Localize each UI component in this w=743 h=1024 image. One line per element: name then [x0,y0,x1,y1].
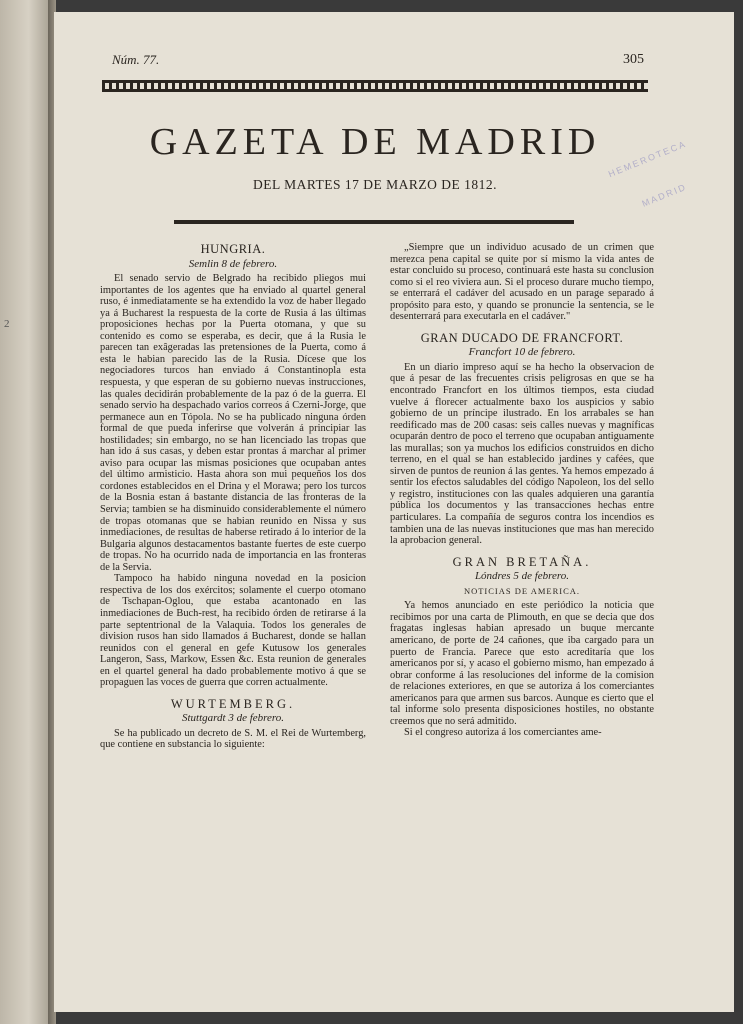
paragraph: „Siempre que un individuo acusado de un crimen que merezca pena capital se quite por sí mismo la vida antes de estar concluido su proceso, continuará este hasta su conclusion como si el reo viviera aun. Si el proceso durare mucho tiempo, se enterrará el cadáver del acusado en un parage separado á propósito para esto, y quando se pronuncie la sentencia, se le desenterrará para executarla en el cadáver." [390,242,654,323]
paragraph: El senado servio de Belgrado ha recibido pliegos mui importantes de los agentes que ha enviado al quartel general ruso, é inmediatamente se ha extendido la voz de haber llegado ya á Bucharest la respuesta de la corte de Rusia á las últimas proposiciones hechas por la Puerta otomana, y que su contenido es como se esperaba, es decir, que á la Rusia le parecen tan exâgeradas las pretensiones de la Puerta, como á esta le habian parecido las de la Rusia. Dícese que los negociadores turcos han enviado á Constantinopla esta respuesta, y que esperan de su gobierno nuevas instrucciones, las quales decidirán probablemente de la paz ó de la guerra. El senado servio ha despachado varios correos á Czerni-Jorge, que permanece aun en Tópola. No se ha publicado ninguna órden formal de que pueda inferirse que volverán á principiar las hostilidades; sin embargo, no se han licenciado las tropas que han ido á sus casas, y deben estar prontas á marchar al primer aviso para ocupar las mismas posiciones que ocupaban antes del último armisticio. Hasta ahora son mui pequeños los dos cordones establecidos en el Drina y el Morawa; pero los turcos de la Bosnia estan á bastante distancia de las fronteras de la Servia; tambien se ha disminuido considerablemente el número de tropas otomanas que se habian reunido en Nissa y sus inmediaciones, de resultas de haberse retirado á lo interior de la Bulgaria algunos destacamentos bastante fuertes de este cuerpo de tropas. No ha ocurrido nada de importancia en las fronteras de la Servia. [100,273,366,573]
section-title-wurtemberg: WURTEMBERG. [170,696,296,711]
right-column [390,242,654,739]
issue-date: DEL MARTES 17 DE MARZO DE 1812. [252,177,498,192]
stamp-line-1: HEMEROTECA [606,138,689,180]
paragraph: Tampoco ha habido ninguna novedad en la posicion respectiva de los dos exércitos; solamente el cuerpo otomano de Tschapan-Oglou, que estaba acantonado en las inmediaciones de Buch-rest, ha recibido órden de retirarse á la parte septentrional de la Valaquia. Todos los generales de division rusos han sido llamados á Bucharest, donde se hallan reunidos con el general en gefe Kutusow los generales Langeron, Sass, Markow, Essen &c. Esta reunion de generales en el quartel general ha dado probablemente motivo á que se propaguen las voces de guerra que corren actualmente. [100,573,366,689]
paragraph: En un diario impreso aquí se ha hecho la observacion de que á pesar de las frecuentes crisis peligrosas en que se ha encontrado Francfort en los últimos tiempos, esta ciudad vuelve á florecer actualmente baxo los auspicios y sabio gobierno de un príncipe ilustrado. En los arrabales se han reedificado mas de 200 casas: seis calles nuevas y magníficas ocuparán dentro de poco el terreno que ocupaban antiguamente las murallas; son ya muchos los edificios construidos en dicho terreno, en el qual se han establecido jardines y cafées, que sirven de puntos de reunion á las gentes. Ya hemos empezado á sentir los efectos saludables del código Napoleon, los del sello y registro, instituciones con las quales adquieren una garantía pública los documentos y las transacciones hechas entre particulares. La compañía de seguros contra los incendios es tambien una de las nuevas instituciones que mas han merecido la aprobacion general. [390,361,654,547]
section-date-francfort: Francfort 10 de febrero. [468,346,576,359]
section-title-hungria: HUNGRIA. [200,242,266,256]
left-column [100,242,366,751]
section-title-gran-bretana: GRAN BRETAÑA. [452,554,592,569]
stamp-line-2: MADRID [640,181,689,209]
paragraph: Se ha publicado un decreto de S. M. el Rei de Wurtemberg, que contiene en substancia lo siguiente: [100,727,366,751]
section-subtitle-america: NOTICIAS DE AMERICA. [463,585,581,596]
section-date-gran-bretana: Lóndres 5 de febrero. [474,570,570,583]
paragraph: Ya hemos anunciado en este periódico la noticia que recibimos por una carta de Plimouth, en que se decia que dos fragatas inglesas habian apresado un buque mercante americano, de porte de 24 cañones, que iba cargado para un puerto de Francia. Parece que esto acreditaría que los americanos por sí, y acaso el gobierno mismo, han empezado á obrar conforme á las resoluciones del informe de la comision de relaciones exteriores, en que se autoriza á los comerciantes americanos para que armen sus barcos. Aunque es cierto que el tal informe solo presenta disposiciones hostiles, no obstante creemos que no será admitido. [390,600,654,727]
issue-number: Núm. 77. [112,52,160,67]
page-number: 305 [623,52,644,67]
divider-rule [174,220,574,224]
margin-mark: 2 [4,318,10,330]
section-title-francfort: GRAN DUCADO DE FRANCFORT. [420,330,624,345]
section-date-wurtemberg: Stuttgardt 3 de febrero. [181,712,285,725]
ornamental-rule [102,80,648,92]
newspaper-page [54,12,734,1012]
section-date-hungria: Semlin 8 de febrero. [188,257,278,270]
facing-page-edge [0,0,52,1024]
masthead-title: GAZETA DE MADRID [149,121,601,163]
paragraph: Si el congreso autoriza á los comerciantes ame- [404,727,602,739]
